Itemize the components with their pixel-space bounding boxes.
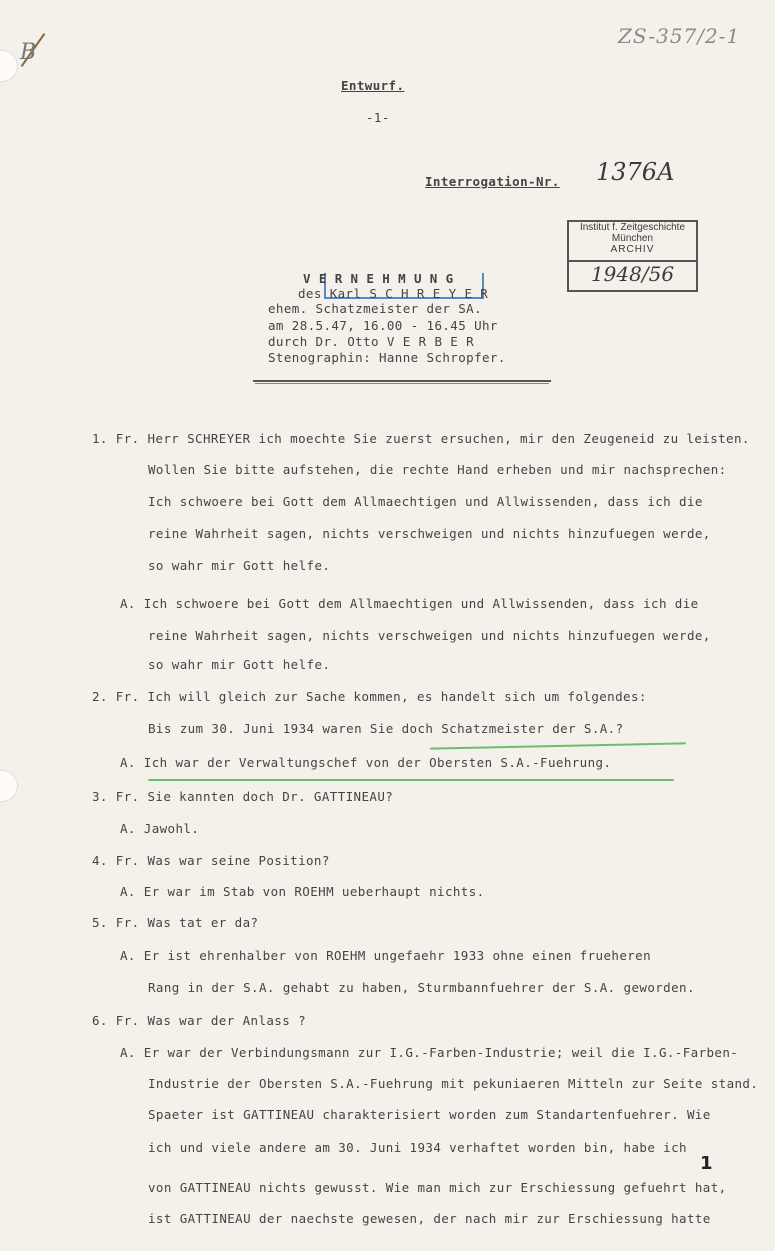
archive-reference: ZS-357/2-1	[618, 24, 741, 48]
text-line: Rang in der S.A. gehabt zu haben, Sturmbannfuehrer der S.A. geworden.	[148, 980, 695, 995]
text-line: A. Ich schwoere bei Gott dem Allmaechtigen und Allwissenden, dass ich die	[120, 596, 699, 611]
document-status: Entwurf.	[341, 78, 405, 93]
page-marker: -1-	[366, 110, 390, 125]
stamp-number: 1948/56	[590, 262, 675, 286]
punch-hole	[0, 770, 18, 802]
green-underline	[148, 779, 674, 781]
page-number: 1	[700, 1153, 713, 1174]
text-line: Industrie der Obersten S.A.-Fuehrung mit pekuniaeren Mitteln zur Seite stand.	[148, 1076, 759, 1091]
title-rule	[255, 383, 549, 384]
title-line: des Karl S C H R E Y E R	[298, 286, 489, 301]
text-line: 4. Fr. Was war seine Position?	[92, 853, 330, 868]
green-underline	[430, 742, 686, 749]
text-line: reine Wahrheit sagen, nichts verschweigen und nichts hinzufuegen werde,	[148, 526, 711, 541]
title-line: am 28.5.47, 16.00 - 16.45 Uhr	[268, 318, 498, 333]
text-line: so wahr mir Gott helfe.	[148, 558, 331, 573]
interrogation-number: 1376A	[596, 158, 675, 186]
punch-hole	[0, 50, 18, 82]
title-rule	[253, 380, 551, 382]
text-line: A. Er war der Verbindungsmann zur I.G.-Farben-Industrie; weil die I.G.-Farben-	[120, 1045, 739, 1060]
interrogation-label: Interrogation-Nr.	[425, 174, 560, 189]
text-line: 5. Fr. Was tat er da?	[92, 915, 259, 930]
text-line: 6. Fr. Was war der Anlass ?	[92, 1013, 306, 1028]
text-line: A. Jawohl.	[120, 821, 200, 836]
text-line: so wahr mir Gott helfe.	[148, 657, 331, 672]
title-line: Stenographin: Hanne Schropfer.	[268, 350, 506, 365]
text-line: A. Er ist ehrenhalber von ROEHM ungefaehr 1933 ohne einen frueheren	[120, 948, 652, 963]
corner-mark: B	[20, 40, 37, 65]
text-line: Spaeter ist GATTINEAU charakterisiert worden zum Standartenfuehrer. Wie	[148, 1107, 711, 1122]
text-line: ist GATTINEAU der naechste gewesen, der nach mir zur Erschiessung hatte	[148, 1211, 711, 1226]
text-line: von GATTINEAU nichts gewusst. Wie man mich zur Erschiessung gefuehrt hat,	[148, 1180, 727, 1195]
text-line: reine Wahrheit sagen, nichts verschweigen und nichts hinzufuegen werde,	[148, 628, 711, 643]
text-line: ich und viele andere am 30. Juni 1934 verhaftet worden bin, habe ich	[148, 1140, 687, 1155]
stamp-line: München	[611, 233, 654, 244]
title-line: durch Dr. Otto V E R B E R	[268, 334, 475, 349]
text-line: 3. Fr. Sie kannten doch Dr. GATTINEAU?	[92, 789, 394, 804]
text-line: 2. Fr. Ich will gleich zur Sache kommen, es handelt sich um folgendes:	[92, 689, 647, 704]
text-line: Ich schwoere bei Gott dem Allmaechtigen und Allwissenden, dass ich die	[148, 494, 703, 509]
text-line: 1. Fr. Herr SCHREYER ich moechte Sie zuerst ersuchen, mir den Zeugeneid zu leisten.	[92, 431, 750, 446]
stamp-line: Institut f. Zeitgeschichte	[579, 222, 686, 233]
text-line: Bis zum 30. Juni 1934 waren Sie doch Schatzmeister der S.A.?	[148, 721, 624, 736]
text-line: A. Ich war der Verwaltungschef von der Obersten S.A.-Fuehrung.	[120, 755, 612, 770]
title-line: V E R N E H M U N G	[303, 271, 454, 286]
text-line: Wollen Sie bitte aufstehen, die rechte Hand erheben und mir nachsprechen:	[148, 462, 727, 477]
archive-stamp	[567, 220, 698, 292]
title-line: ehem. Schatzmeister der SA.	[268, 301, 482, 316]
stamp-line: ARCHIV	[610, 244, 655, 255]
text-line: A. Er war im Stab von ROEHM ueberhaupt nichts.	[120, 884, 485, 899]
